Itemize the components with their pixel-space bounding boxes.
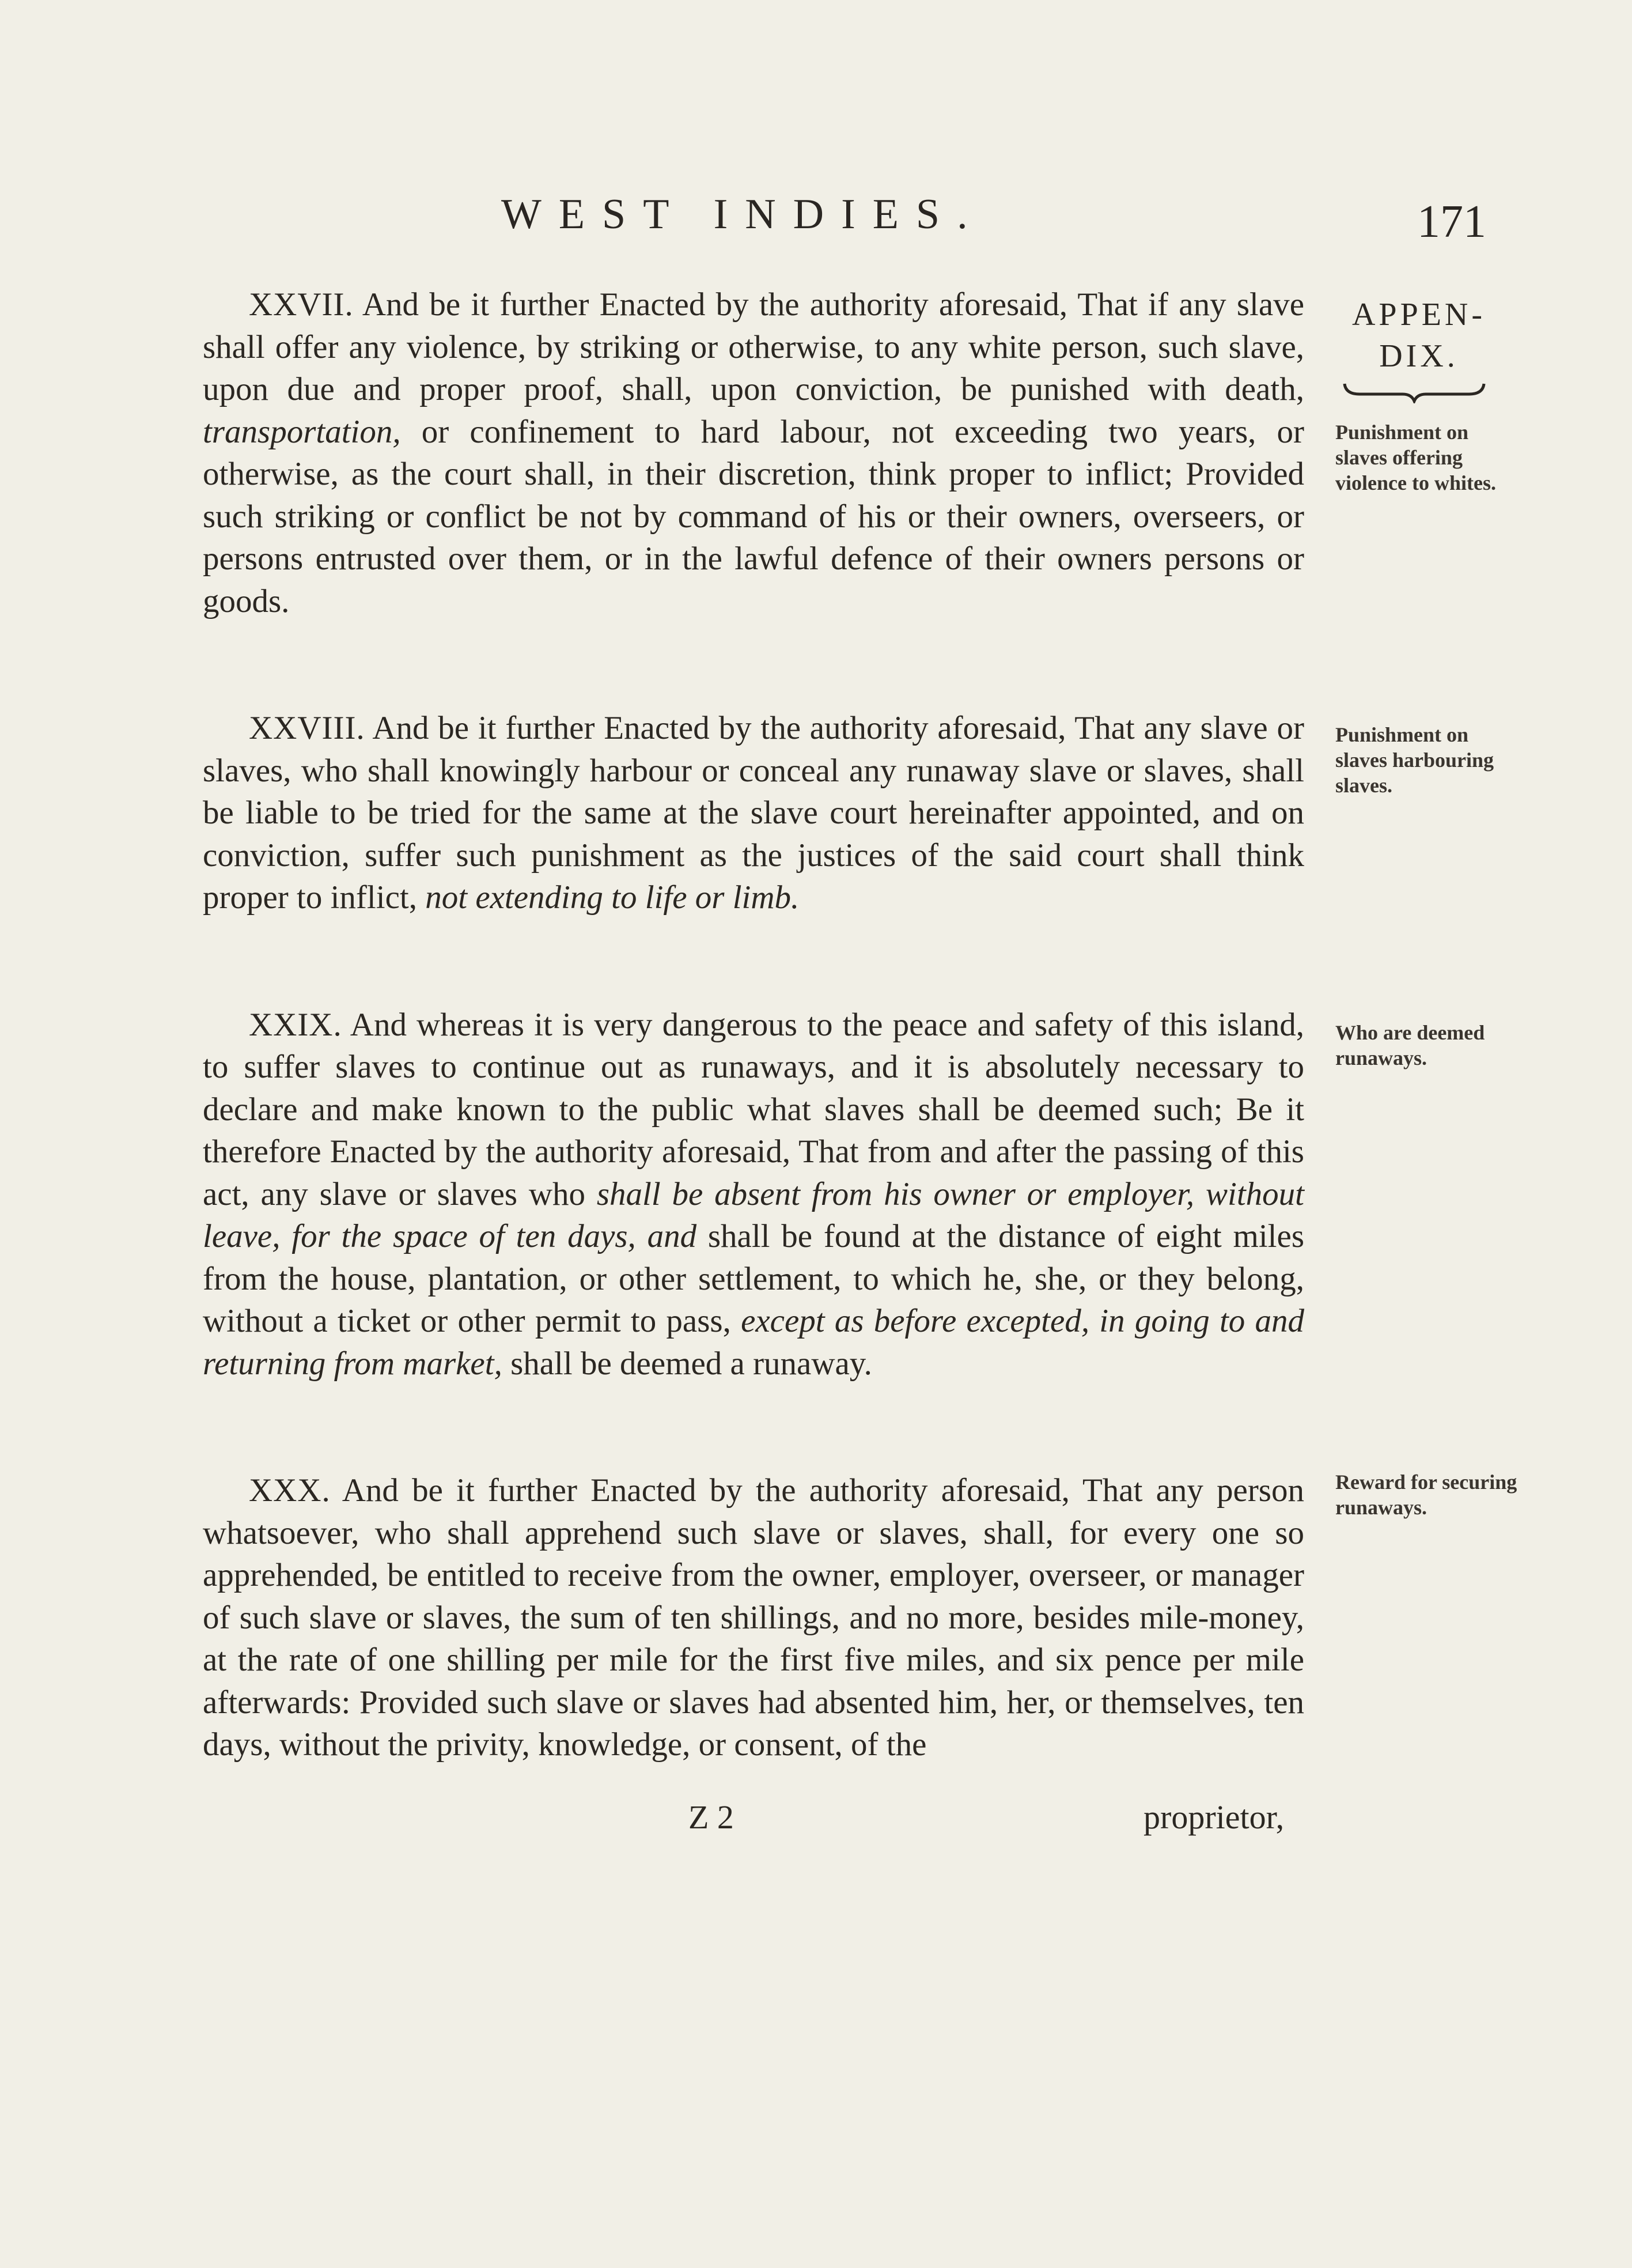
page-number: 171: [1417, 196, 1486, 247]
main-text: [203, 284, 1304, 1851]
paragraph-xxviii: [203, 707, 1304, 919]
paragraph-text: or confinement to hard labour, not exceeding two years, or otherwise, as the court shall, in their discretion, think proper to inflict; Provided such striking or conflict be not by command of his or their owners, overseers, or persons entrusted over them, or in the lawful defence of their owners persons or goods.: [203, 413, 1304, 619]
paragraph-number: XXX.: [249, 1472, 331, 1509]
brace-ornament-icon: [1342, 380, 1486, 403]
paragraph-number: XXIX.: [249, 1006, 342, 1043]
paragraph-italic: not extending to life or limb.: [425, 879, 800, 916]
paragraph-text: And be it further Enacted by the authority aforesaid, That if any slave shall offer any violence, by striking or otherwise, to any white person, such slave, upon due and proper proof, shall, upon conviction, be punished with death,: [203, 286, 1304, 407]
paragraph-italic: shall be absent from his owner or employer, without leave, for the space of ten days, and: [203, 1175, 1305, 1254]
margin-appendix-line1: APPEN-: [1351, 297, 1486, 332]
paragraph-xxix: [203, 1004, 1304, 1385]
margin-note-runaways: Who are deemed runaways.: [1335, 1021, 1485, 1069]
paragraph-text: And be it further Enacted by the authority aforesaid, That any person whatsoever, who shall apprehend such slave or slaves, shall, for every one so apprehended, be entitled to receive from the owner, employer, overseer, or manager of such slave or slaves, the sum of ten shillings, and no more, besides mile-money, at the rate of one shilling per mile for the first five miles, and six pence per mile afterwards: Provided such slave or slaves had absented him, her, or themselves, ten days, without the privity, knowledge, or consent, of the: [203, 1472, 1304, 1763]
paragraph-text: And be it further Enacted by the authority aforesaid, That any slave or slaves, who shall knowingly harbour or conceal any runaway slave or slaves, shall be liable to be tried for the same at the slave court hereinafter appointed, and on conviction, suffer such punishment as the justices of the said court shall think proper to inflict,: [203, 710, 1304, 916]
margin-note-reward: Reward for securing runaways.: [1335, 1471, 1517, 1519]
paragraph-italic: transportation,: [203, 413, 401, 450]
catchword: proprietor,: [1143, 1798, 1285, 1836]
paragraph-number: XXVIII.: [249, 710, 365, 746]
paragraph-italic: except as before excepted, in going to and returning from market,: [203, 1303, 1305, 1382]
margin-appendix-label: [1324, 294, 1514, 377]
paragraph-text: shall be found at the distance of eight miles from the house, plantation, or other settlement, to which he, she, or they belong, without a ticket or other permit to pass,: [203, 1218, 1304, 1339]
running-title: WEST INDIES.: [501, 191, 985, 238]
margin-note-harbouring: Punishment on slaves harbouring slaves.: [1335, 723, 1494, 797]
paragraph-text: shall be deemed a runaway.: [502, 1345, 872, 1382]
margin-appendix-line2: DIX.: [1379, 338, 1459, 374]
paragraph-xxx: [203, 1469, 1304, 1766]
paragraph-number: XXVII.: [249, 286, 354, 323]
paragraph-xxvii: [203, 284, 1304, 622]
paragraph-text: And whereas it is very dangerous to the peace and safety of this island, to suffer slaves to continue out as runaways, and it is absolutely necessary to declare and make known to the public what slaves shall be deemed such; Be it therefore Enacted by the authority aforesaid, That from and after the passing of this act, any slave or slaves who: [203, 1006, 1304, 1212]
signature-mark: Z 2: [688, 1798, 734, 1836]
margin-note-violence: Punishment on slaves offering violence to whites.: [1335, 421, 1496, 494]
